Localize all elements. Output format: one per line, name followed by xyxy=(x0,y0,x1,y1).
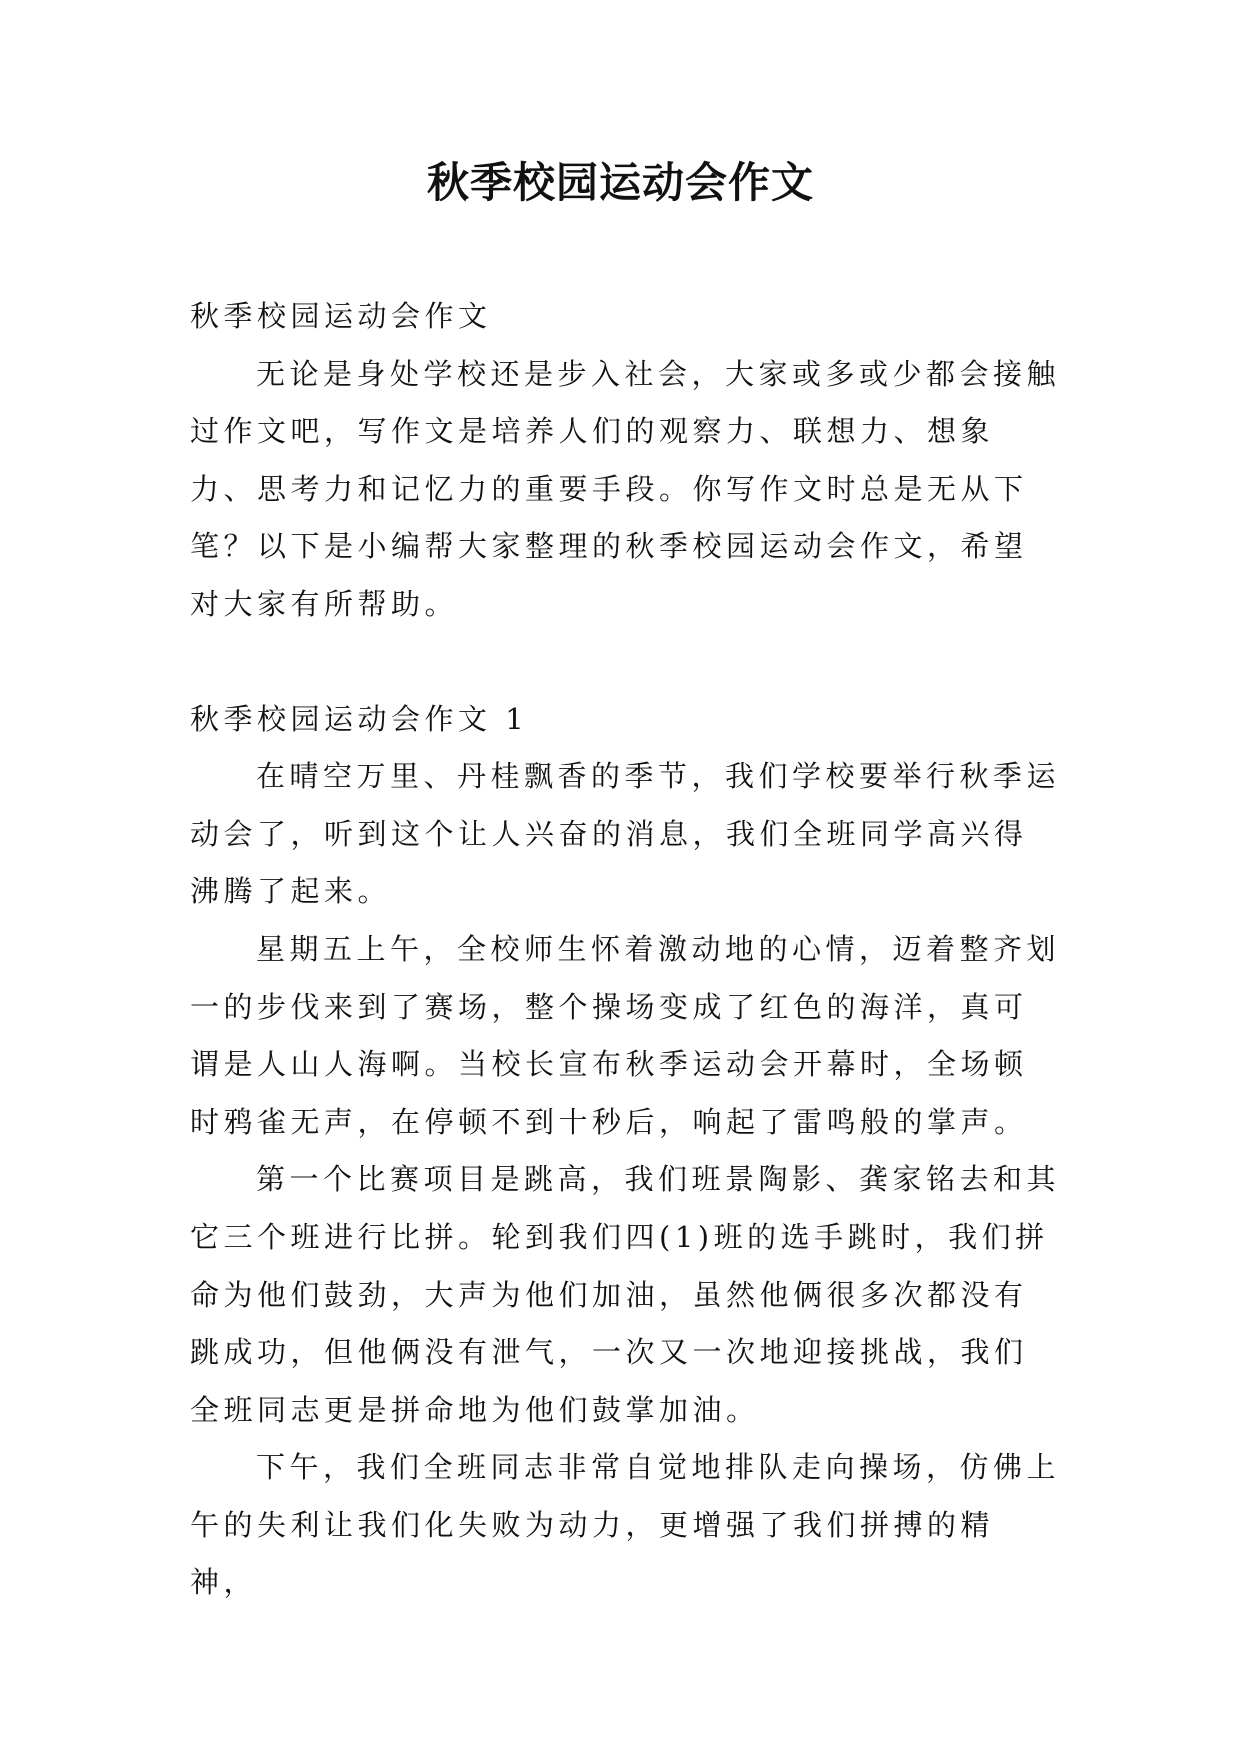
essay-1-paragraph-2: 星期五上午，全校师生怀着激动地的心情，迈着整齐划一的步伐来到了赛场，整个操场变成了红色的海洋，真可谓是人山人海啊。当校长宣布秋季运动会开幕时，全场顿时鸦雀无声，在停顿不到十秒后，响起了雷鸣般的掌声。 xyxy=(190,931,1061,1139)
essay-1-paragraph-3: 第一个比赛项目是跳高，我们班景陶影、龚家铭去和其它三个班进行比拼。轮到我们四(1)班的选手跳时，我们拼命为他们鼓劲，大声为他们加油，虽然他俩很多次都没有跳成功，但他俩没有泄气，一次又一次地迎接挑战，我们全班同志更是拼命地为他们鼓掌加油。 xyxy=(190,1162,1061,1427)
intro-heading: 秋季校园运动会作文 xyxy=(190,299,492,333)
essay-1-heading: 秋季校园运动会作文 1 xyxy=(190,701,529,736)
section-spacer xyxy=(190,634,1060,691)
page-title: 秋季校园运动会作文 xyxy=(426,158,814,207)
document-body xyxy=(190,288,1060,1612)
intro-paragraph: 无论是身处学校还是步入社会，大家或多或少都会接触过作文吧，写作文是培养人们的观察力、联想力、想象力、思考力和记忆力的重要手段。你写作文时总是无从下笔？以下是小编帮大家整理的秋季校园运动会作文，希望对大家有所帮助。 xyxy=(190,356,1061,621)
essay-1-paragraph-1: 在晴空万里、丹桂飘香的季节，我们学校要举行秋季运动会了，听到这个让人兴奋的消息，我们全班同学高兴得沸腾了起来。 xyxy=(190,759,1061,909)
essay-1-paragraph-4: 下午，我们全班同志非常自觉地排队走向操场，仿佛上午的失利让我们化失败为动力，更增强了我们拼搏的精神， xyxy=(190,1450,1061,1600)
